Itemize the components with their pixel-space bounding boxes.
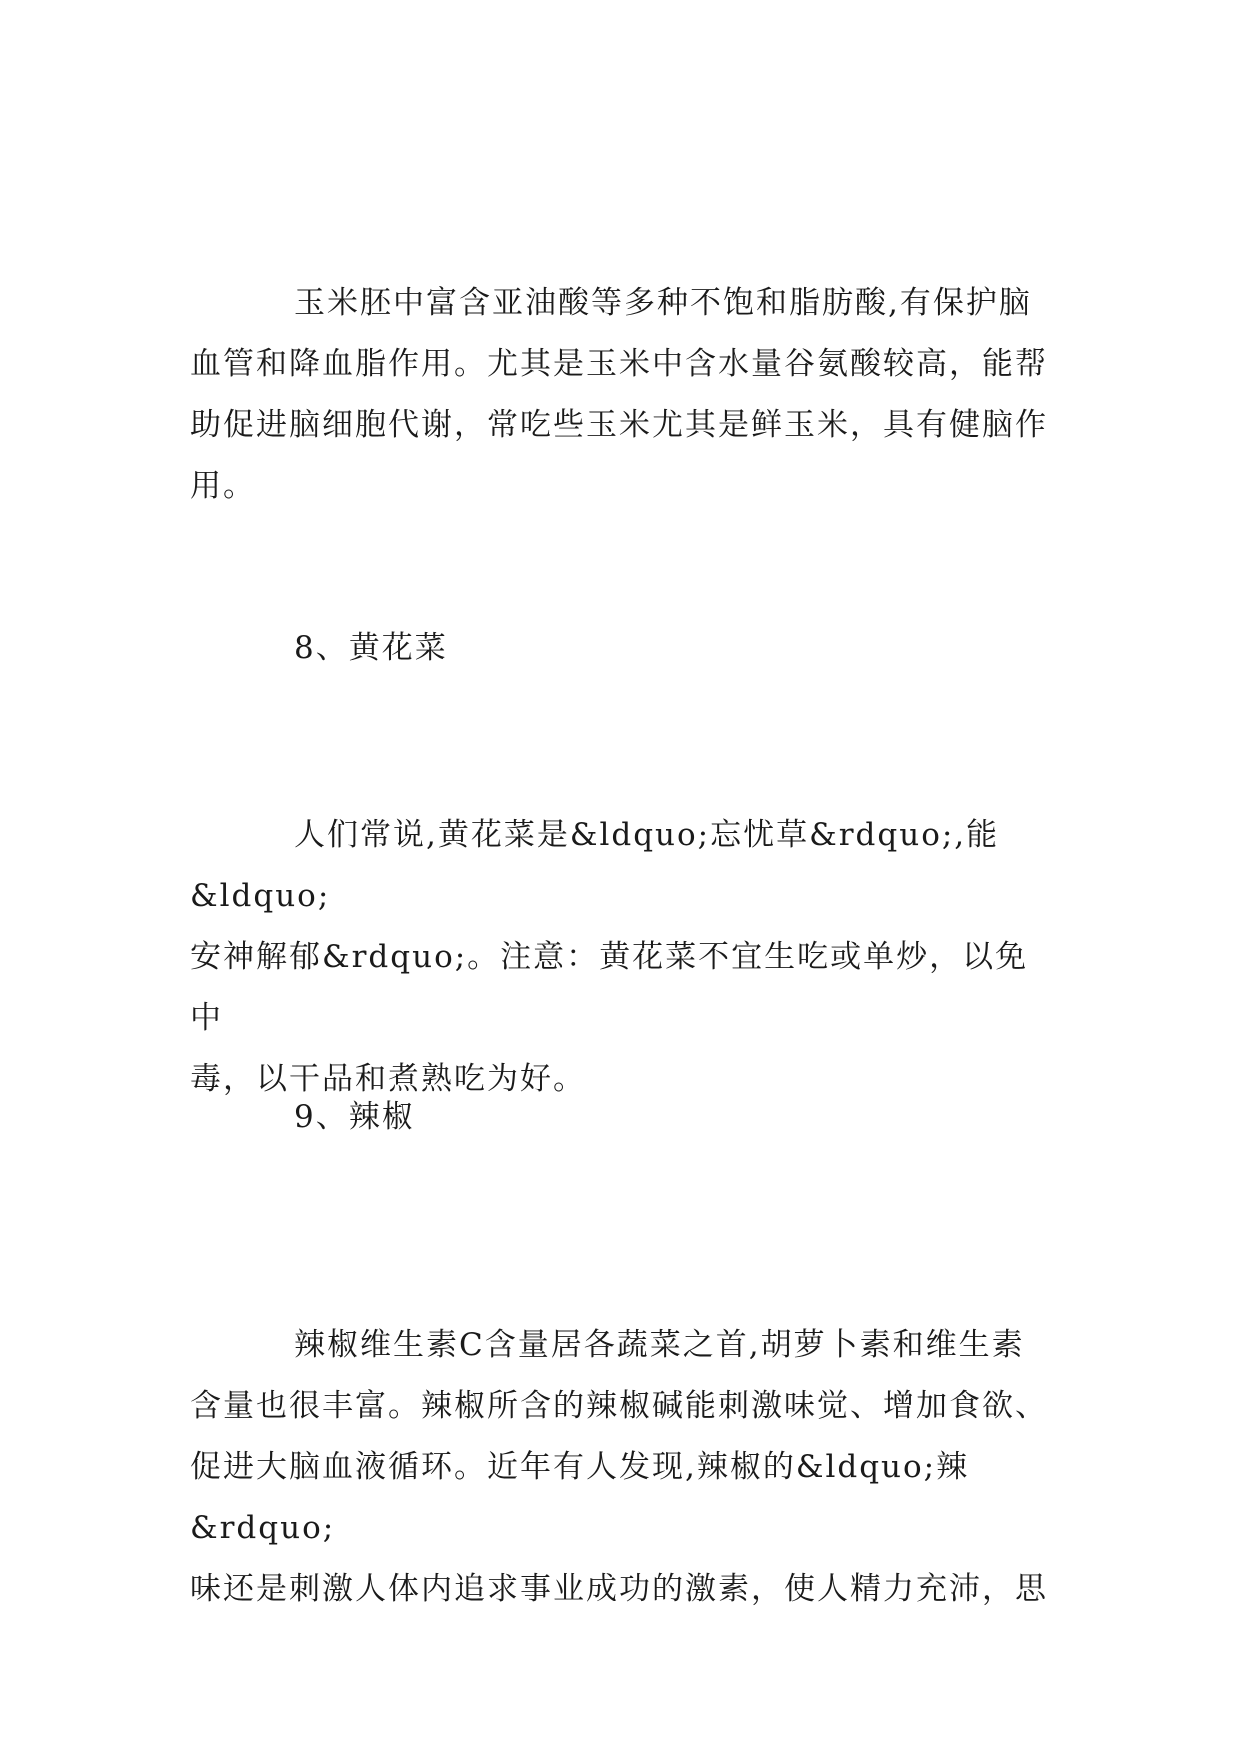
paragraph-corn: 玉米胚中富含亚油酸等多种不饱和脂肪酸,有保护脑 血管和降血脂作用。尤其是玉米中含水量谷氨酸较高，能帮 助促进脑细胞代谢，常吃些玉米尤其是鲜玉米，具有健脑作 用。 [190,285,1048,504]
section-heading-8: 8、黄花菜 [294,630,448,666]
section-heading-9: 9、辣椒 [294,1099,415,1135]
paragraph-daylily: 人们常说,黄花菜是&ldquo;忘忧草&rdquo;,能&ldquo; 安神解郁&rdquo;。注意：黄花菜不宜生吃或单炒，以免中 毒，以干品和煮熟吃为好。 [190,817,1029,1097]
paragraph-chili: 辣椒维生素C含量居各蔬菜之首,胡萝卜素和维生素 含量也很丰富。辣椒所含的辣椒碱能刺激味觉、增加食欲、 促进大脑血液循环。近年有人发现,辣椒的&ldquo;辣&rdquo; 味还是刺激人体内追求事业成功的激素，使人精力充沛，思 [190,1327,1048,1607]
